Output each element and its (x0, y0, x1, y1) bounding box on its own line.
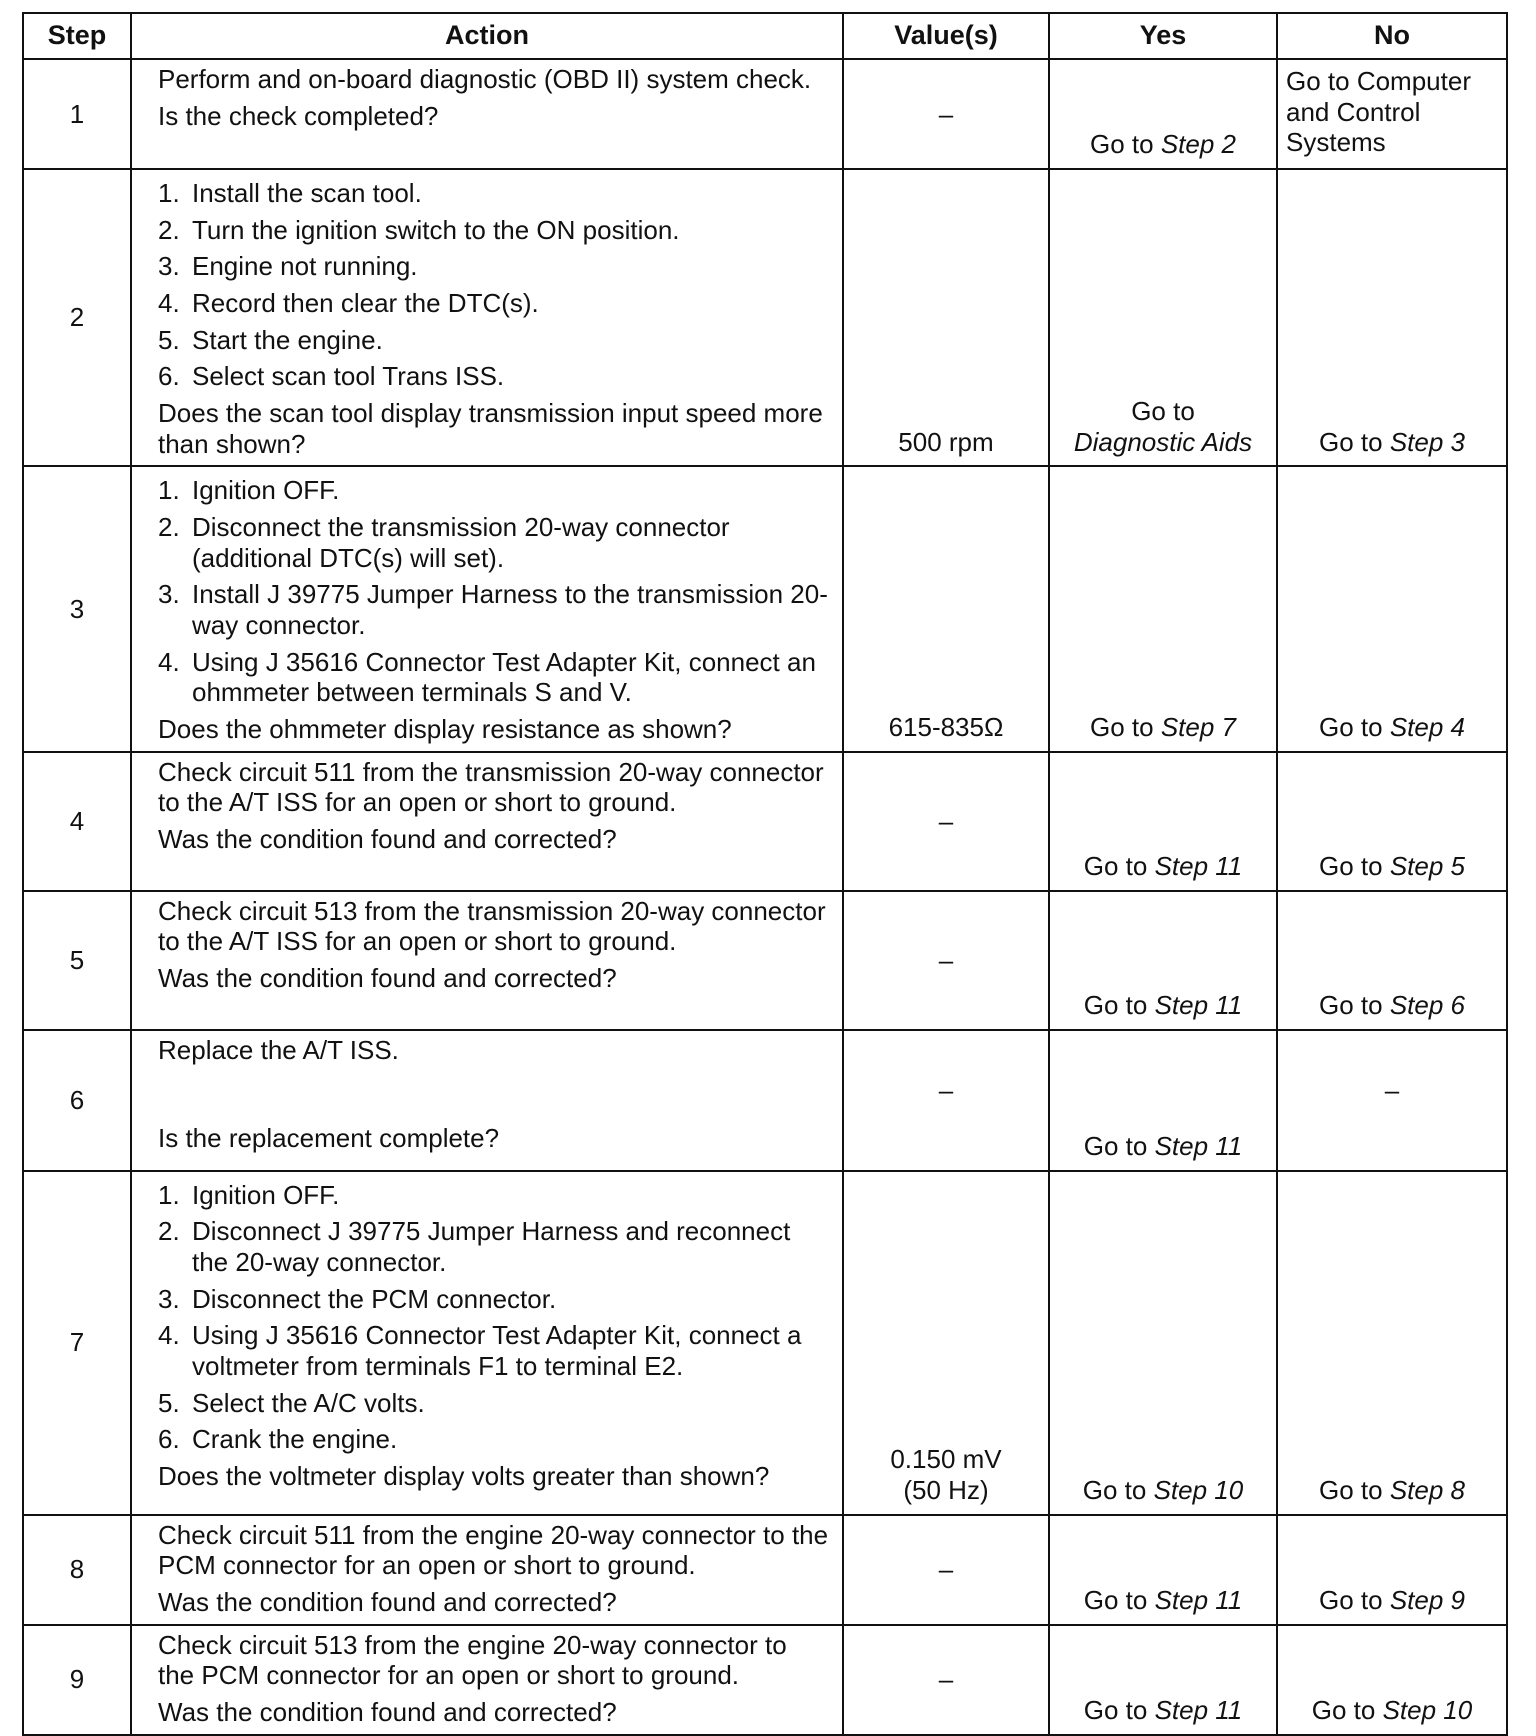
yes-goto: Go to (1083, 990, 1148, 1021)
step-number: 6 (23, 1030, 131, 1171)
action-text: Replace the A/T ISS. (158, 1034, 399, 1065)
value-cell: 500 rpm (843, 169, 1049, 466)
no-goto: Go to (1311, 1695, 1376, 1726)
no-goto: Go to (1319, 1475, 1383, 1506)
value-cell: – (843, 752, 1049, 891)
no-cell (1277, 752, 1507, 891)
yes-goto: Go to (1083, 1585, 1148, 1616)
action-question: Is the replacement complete? (158, 1123, 500, 1154)
action-cell (131, 59, 843, 169)
header-action: Action (131, 13, 843, 59)
no-cell (1277, 891, 1507, 1030)
list-item: 1. Install the scan tool. (158, 178, 422, 208)
list-item: 2. Disconnect J 39775 Jumper Harness and reconnect the 20-way connector. (158, 1216, 791, 1278)
no-cell (1277, 1171, 1507, 1515)
no-step-link[interactable]: Step 10 (1382, 1695, 1473, 1726)
yes-step-link[interactable]: Step 11 (1154, 1695, 1243, 1726)
action-list (158, 178, 830, 392)
list-item: 4. Record then clear the DTC(s). (158, 288, 539, 319)
list-item: 4. Using J 35616 Connector Test Adapter Kit, connect an ohmmeter between terminals S and V. (158, 646, 816, 708)
action-cell (131, 1171, 843, 1515)
table-row (23, 1030, 1507, 1171)
list-item: 2. Disconnect the transmission 20-way connector (additional DTC(s) will set). (158, 512, 730, 573)
action-cell (131, 169, 843, 466)
value-line-1: 0.150 mV (890, 1444, 1002, 1475)
no-step-link[interactable]: Step 4 (1389, 712, 1465, 743)
table-row (23, 1625, 1507, 1735)
action-text: Check circuit 513 from the transmission 20-way connector to the A/T ISS for an open or short to ground. (158, 895, 826, 957)
action-question: Was the condition found and corrected? (158, 1587, 617, 1618)
step-number: 8 (23, 1515, 131, 1625)
action-cell (131, 891, 843, 1030)
value-cell: 615-835Ω (843, 466, 1049, 751)
header-yes: Yes (1049, 13, 1277, 59)
action-cell (131, 752, 843, 891)
table-row (23, 1171, 1507, 1515)
no-cell: Go to Computer and Control Systems (1277, 59, 1507, 169)
list-item: 5. Select the A/C volts. (158, 1387, 425, 1418)
list-item: 5. Start the engine. (158, 324, 383, 355)
table-row (23, 752, 1507, 891)
no-cell: – (1277, 1030, 1507, 1171)
value-cell: – (843, 891, 1049, 1030)
step-number: 4 (23, 752, 131, 891)
value-line-2: (50 Hz) (903, 1475, 989, 1506)
no-step-link[interactable]: Step 5 (1389, 851, 1465, 882)
action-question: Does the scan tool display transmission input speed more than shown? (158, 398, 823, 459)
no-goto: Go to (1319, 426, 1383, 457)
step-number: 5 (23, 891, 131, 1030)
no-goto: Go to (1319, 851, 1383, 882)
table-row (23, 169, 1507, 466)
yes-cell (1049, 1625, 1277, 1735)
yes-cell (1049, 1171, 1277, 1515)
yes-cell (1049, 466, 1277, 751)
list-item: 3. Install J 39775 Jumper Harness to the transmission 20-way connector. (158, 579, 828, 641)
yes-step-link[interactable]: Step 11 (1154, 851, 1243, 882)
action-cell (131, 1030, 843, 1171)
no-goto: Go to (1319, 712, 1383, 743)
no-step-link[interactable]: Step 3 (1389, 426, 1465, 457)
action-text: Perform and on-board diagnostic (OBD II) system check. (158, 64, 812, 94)
value-cell: – (843, 1515, 1049, 1625)
table-row (23, 466, 1507, 751)
header-no: No (1277, 13, 1507, 59)
list-item: 6. Select scan tool Trans ISS. (158, 361, 505, 392)
action-text: Check circuit 511 from the engine 20-way connector to the PCM connector for an open or short to ground. (158, 1519, 829, 1581)
yes-goto: Go to (1090, 712, 1154, 743)
action-text: Check circuit 511 from the transmission 20-way connector to the A/T ISS for an open or short to ground. (158, 756, 824, 818)
value-cell: – (843, 59, 1049, 169)
yes-goto: Go to (1083, 851, 1148, 882)
yes-goto: Go to (1090, 129, 1154, 160)
header-values: Value(s) (843, 13, 1049, 59)
no-cell (1277, 1625, 1507, 1735)
action-cell (131, 466, 843, 751)
yes-step-link[interactable]: Step 11 (1154, 1585, 1243, 1616)
value-cell: – (843, 1625, 1049, 1735)
yes-step-link[interactable]: Step 7 (1160, 712, 1236, 743)
table-row (23, 891, 1507, 1030)
action-question: Was the condition found and corrected? (158, 824, 617, 855)
step-number: 9 (23, 1625, 131, 1735)
action-list (158, 1180, 830, 1455)
action-cell (131, 1625, 843, 1735)
step-number: 3 (23, 466, 131, 751)
list-item: 2. Turn the ignition switch to the ON position. (158, 214, 680, 245)
table-row (23, 1515, 1507, 1625)
no-goto: Go to (1319, 1585, 1383, 1616)
yes-goto: Go to (1083, 1695, 1148, 1726)
table-row (23, 59, 1507, 169)
step-number: 2 (23, 169, 131, 466)
list-item: 3. Disconnect the PCM connector. (158, 1283, 557, 1314)
no-cell (1277, 169, 1507, 466)
list-item: 1. Ignition OFF. (158, 1179, 340, 1210)
list-item: 1. Ignition OFF. (158, 475, 340, 506)
yes-cell (1049, 1515, 1277, 1625)
yes-cell (1049, 169, 1277, 466)
yes-goto: Go to (1082, 1475, 1147, 1506)
action-question: Does the ohmmeter display resistance as shown? (158, 714, 732, 745)
step-number: 7 (23, 1171, 131, 1515)
value-cell: – (843, 1030, 1049, 1171)
list-item: 3. Engine not running. (158, 251, 418, 282)
no-step-link[interactable]: Step 6 (1389, 990, 1465, 1021)
action-list (158, 475, 830, 708)
list-item: 6. Crank the engine. (158, 1424, 398, 1455)
yes-cell (1049, 59, 1277, 169)
action-question: Is the check completed? (158, 100, 439, 131)
yes-cell (1049, 752, 1277, 891)
action-cell (131, 1515, 843, 1625)
action-question: Was the condition found and corrected? (158, 1697, 617, 1728)
yes-cell (1049, 1030, 1277, 1171)
yes-step-link[interactable]: Diagnostic Aids (1073, 426, 1253, 457)
yes-step-link[interactable]: Step 11 (1154, 1131, 1243, 1162)
yes-goto: Go to (1083, 1131, 1148, 1162)
header-row (23, 13, 1507, 59)
action-question: Was the condition found and corrected? (158, 963, 617, 994)
yes-step-link[interactable]: Step 10 (1153, 1475, 1244, 1506)
list-item: 4. Using J 35616 Connector Test Adapter Kit, connect a voltmeter from terminals F1 to terminal E2. (158, 1320, 802, 1382)
no-step-link[interactable]: Step 9 (1389, 1585, 1465, 1616)
yes-cell (1049, 891, 1277, 1030)
no-cell (1277, 1515, 1507, 1625)
action-text: Check circuit 513 from the engine 20-way connector to the PCM connector for an open or short to ground. (158, 1629, 787, 1691)
yes-step-link[interactable]: Step 11 (1154, 990, 1243, 1021)
value-cell (843, 1171, 1049, 1515)
action-question: Does the voltmeter display volts greater than shown? (158, 1461, 770, 1492)
diagnostic-table (22, 12, 1508, 1736)
yes-goto: Go to (1131, 396, 1195, 427)
no-step-link[interactable]: Step 8 (1389, 1475, 1465, 1506)
yes-step-link[interactable]: Step 2 (1160, 129, 1236, 160)
no-cell (1277, 466, 1507, 751)
header-step: Step (23, 13, 131, 59)
no-goto: Go to (1319, 990, 1383, 1021)
step-number: 1 (23, 59, 131, 169)
